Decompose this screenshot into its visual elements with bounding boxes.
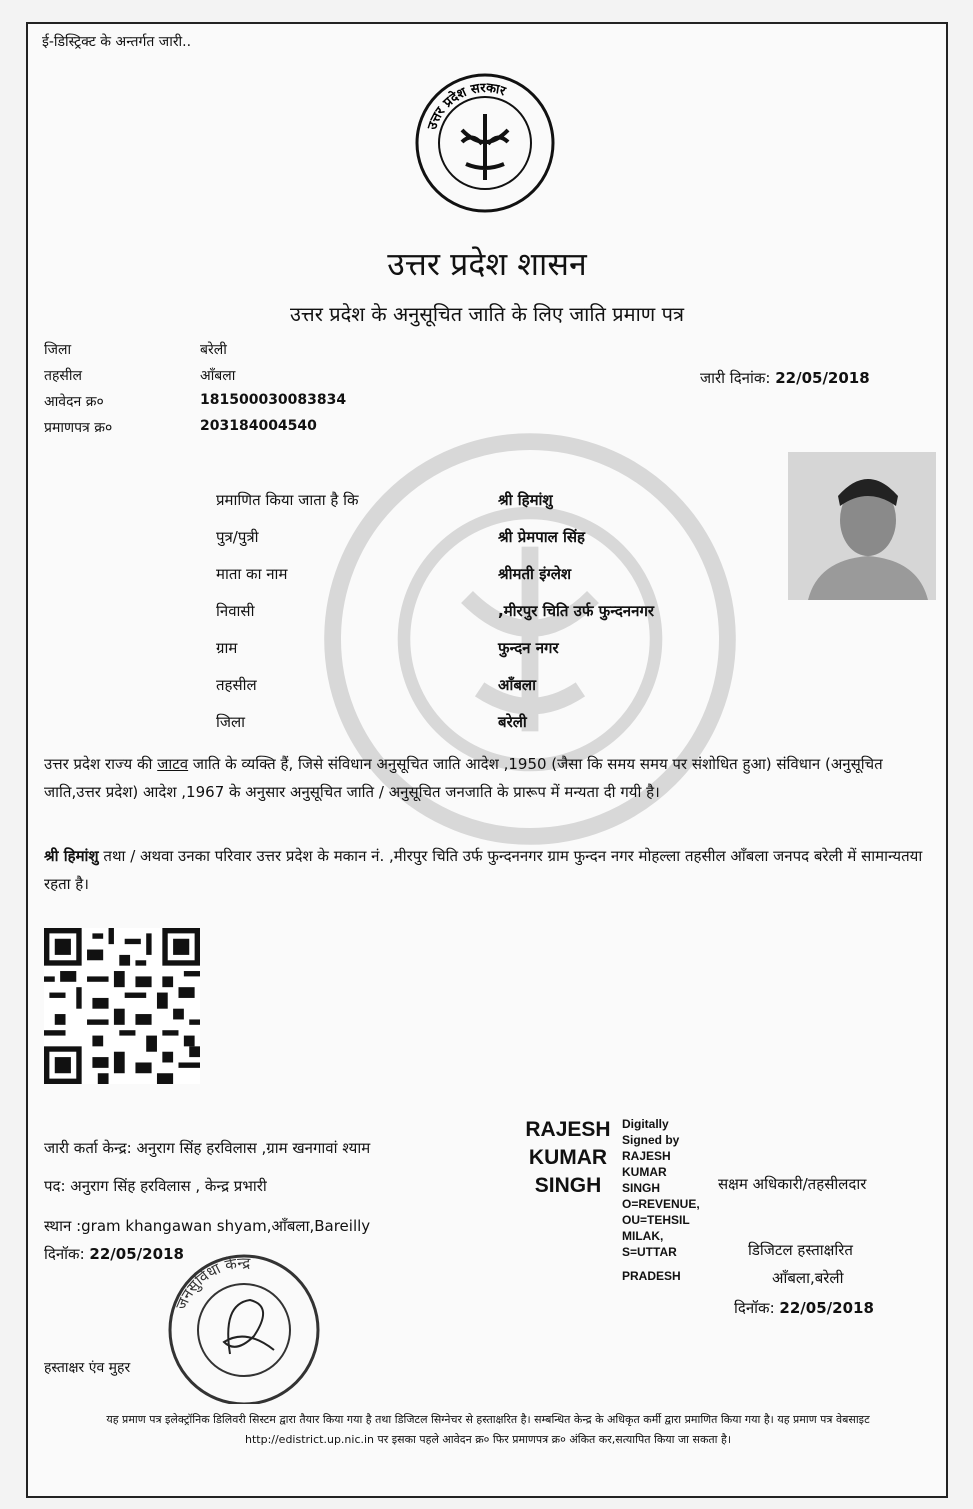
field-value: बरेली — [200, 342, 227, 358]
sig-detail-line: Digitally — [622, 1117, 669, 1131]
details-list — [216, 490, 736, 749]
residence-paragraph — [44, 842, 928, 898]
field-label: प्रमाणपत्र क्र० — [44, 420, 113, 436]
detail-row — [216, 675, 736, 712]
sig-name-line: KUMAR — [528, 1146, 608, 1169]
issue-date-label: जारी दिनांक: — [700, 369, 771, 387]
detail-value: श्री हिमांशु — [498, 491, 553, 509]
sig-detail-line: RAJESH — [622, 1149, 671, 1163]
detail-row — [216, 527, 736, 564]
field-label: आवेदन क्र० — [44, 394, 104, 410]
detail-value: आँबला — [498, 676, 536, 694]
page-title: उत्तर प्रदेश शासन — [387, 245, 587, 283]
detail-row — [216, 564, 736, 601]
applicant-photo — [788, 452, 936, 600]
sig-detail-line: OU=TEHSIL — [622, 1213, 690, 1227]
sig-detail-line: PRADESH — [622, 1269, 681, 1283]
field-value: 203184004540 — [200, 418, 317, 434]
detail-row — [216, 490, 736, 527]
officer-date-label: दिनॉक: — [734, 1299, 775, 1317]
detail-row — [216, 638, 736, 675]
detail-value: ,मीरपुर चिति उर्फ फुन्दननगर — [498, 602, 655, 620]
para1-prefix: उत्तर प्रदेश राज्य की — [44, 755, 158, 773]
issuer-date-value: 22/05/2018 — [89, 1245, 184, 1263]
issuer-date-label: दिनॉक: — [44, 1245, 85, 1263]
officer-digital: डिजिटल हस्ताक्षरित — [748, 1241, 853, 1259]
field-label: जिला — [44, 342, 72, 358]
field-label: तहसील — [44, 368, 82, 384]
detail-label: जिला — [216, 713, 246, 731]
svg-text:उत्तर प्रदेश सरकार — [425, 81, 508, 133]
sig-detail-line: KUMAR — [622, 1165, 667, 1179]
detail-value: बरेली — [498, 713, 527, 731]
officer-date-value: 22/05/2018 — [779, 1299, 874, 1317]
sig-name-line: SINGH — [534, 1174, 602, 1197]
caste-paragraph — [44, 750, 928, 806]
seal-stamp-icon — [158, 1244, 344, 1404]
detail-value: श्रीमती इंग्लेश — [498, 565, 572, 583]
para2-text: तथा / अथवा उनका परिवार उत्तर प्रदेश के मकान नं. ,मीरपुर चिति उर्फ फुन्दननगर ग्राम फुन्दन नगर मोहल्ला तहसील आँबला जनपद बरेली में सामान्यतया रहता है। — [44, 847, 923, 893]
para1-suffix: जाति के व्यक्ति हैं, जिसे संविधान अनुसूचित जाति आदेश ,1950 (जैसा कि समय समय पर संशोधित हुआ) संविधान (अनुसूचित जाति,उत्तर प्रदेश) आदेश ,1967 के अनुसार अनुसूचित जाति / अनुसूचित जनजाति के प्रारूप में मन्यता दी गयी है। — [44, 755, 883, 801]
officer-date — [734, 1298, 874, 1318]
officer-place: आँबला,बरेली — [772, 1269, 844, 1287]
top-note: ई-डिस्ट्रिक्ट के अन्तर्गत जारी.. — [42, 34, 192, 50]
page-subtitle: उत्तर प्रदेश के अनुसूचित जाति के लिए जाति प्रमाण पत्र — [289, 302, 685, 326]
header-fields — [44, 340, 384, 444]
field-row-certificate-no — [44, 418, 384, 444]
sig-detail-line: S=UTTAR — [622, 1245, 677, 1259]
detail-value: फुन्दन नगर — [498, 639, 559, 657]
certificate-page — [26, 22, 948, 1498]
sig-detail-line: Signed by — [622, 1133, 680, 1147]
issue-date-value: 22/05/2018 — [775, 369, 870, 387]
officer-title: सक्षम अधिकारी/तहसीलदार — [718, 1175, 867, 1193]
stamp-text: जनसुविधा केन्द्र — [171, 1253, 251, 1313]
detail-row — [216, 601, 736, 638]
field-row-application-no — [44, 392, 384, 418]
signature-icon — [224, 1300, 274, 1354]
field-row-district — [44, 340, 384, 366]
emblem-text: उत्तर प्रदेश सरकार — [425, 80, 508, 132]
detail-label: ग्राम — [216, 639, 238, 657]
footer-note: यह प्रमाण पत्र इलेक्ट्रॉनिक डिलिवरी सिस्टम द्वारा तैयार किया गया है तथा डिजिटल सिग्नेचर से हस्ताक्षरित है। सम्बन्धित केन्द्र के अधिकृत कर्मी द्वारा प्रमाणित किया गया है। यह प्रमाण पत्र वेबसाइट http://edistrict.up.nic.in पर इसका पहले आवेदन क्र० फिर प्रमाणपत्र क्र० अंकित कर,सत्यापित किया जा सकता है। — [106, 1413, 870, 1446]
person-photo-icon — [788, 452, 936, 600]
up-govt-emblem-icon — [414, 72, 556, 214]
issuer-center: जारी कर्ता केन्द्र: अनुराग सिंह हरविलास ,ग्राम खनगावां श्याम — [44, 1139, 371, 1157]
issuer-place: स्थान :gram khangawan shyam,आँबला,Bareilly — [44, 1217, 371, 1235]
detail-label: पुत्र/पुत्री — [216, 528, 259, 546]
field-row-tehsil — [44, 366, 384, 392]
detail-label: माता का नाम — [216, 565, 288, 583]
issuer-post: पद: अनुराग सिंह हरविलास , केन्द्र प्रभारी — [44, 1177, 267, 1195]
detail-label: प्रमाणित किया जाता है कि — [216, 491, 359, 509]
para2-name: श्री हिमांशु — [44, 847, 99, 865]
sig-name-line: RAJESH — [525, 1118, 611, 1141]
sig-detail-line: SINGH — [622, 1181, 661, 1195]
issue-date — [700, 368, 870, 388]
qr-code-icon — [44, 928, 200, 1084]
field-value: आँबला — [200, 368, 236, 384]
sign-label: हस्ताक्षर एंव मुहर — [44, 1360, 131, 1376]
caste-name: जाटव — [157, 755, 189, 773]
sig-detail-line: O=REVENUE, — [622, 1197, 700, 1211]
detail-row — [216, 712, 736, 749]
detail-label: निवासी — [216, 602, 255, 620]
field-value: 181500030083834 — [200, 392, 347, 408]
detail-value: श्री प्रेमपाल सिंह — [498, 528, 586, 546]
sig-detail-line: MILAK, — [622, 1229, 664, 1243]
detail-label: तहसील — [216, 676, 257, 694]
